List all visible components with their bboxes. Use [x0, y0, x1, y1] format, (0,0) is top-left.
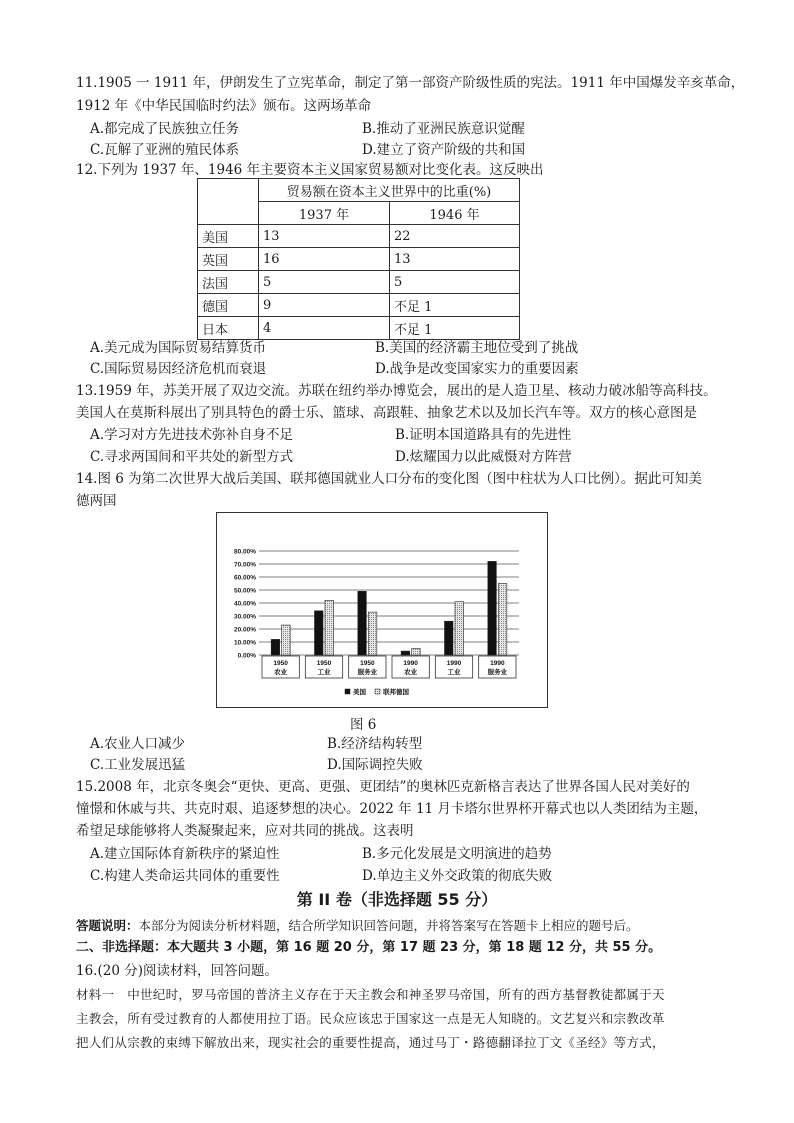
category-year-label: 1950 — [273, 660, 288, 667]
table-cell-1946: 13 — [390, 248, 520, 271]
y-tick-label: 50.00% — [233, 587, 256, 595]
q12-stem: 12.下列为 1937 年、1946 年主要资本主义国家贸易额对比变化表。这反映出 — [76, 162, 544, 178]
q14-option-b: B.经济结构转型 — [327, 736, 423, 752]
q11-option-b: B.推动了亚洲民族意识觉醒 — [362, 121, 525, 137]
bar-us — [271, 639, 280, 655]
q13-option-c: C.寻求两国间和平共处的新型方式 — [90, 449, 294, 465]
q16-stem: 16.(20 分)阅读材料，回答问题。 — [76, 963, 278, 979]
table-row — [198, 248, 520, 271]
q15-stem-line1: 15.2008 年，北京冬奥会“更快、更高、更强、更团结”的奥林匹克新格言表达了世界各国人民对美好的 — [76, 779, 690, 795]
table-cell-1937: 16 — [259, 248, 390, 271]
legend-label: 联邦德国 — [383, 689, 409, 696]
q11-option-d: D.建立了资产阶级的共和国 — [362, 142, 526, 158]
table-cell-country: 德国 — [198, 294, 259, 317]
y-tick-label: 20.00% — [233, 626, 256, 634]
bar-west-germany — [325, 600, 334, 655]
bar-us — [315, 611, 324, 655]
q13-option-a: A.学习对方先进技术弥补自身不足 — [90, 427, 294, 443]
table-corner-cell — [198, 179, 259, 225]
part2-title: 第 II 卷（非选择题 55 分） — [296, 890, 498, 909]
trade-table — [197, 178, 520, 340]
bar-west-germany — [455, 602, 464, 655]
q15-option-b: B.多元化发展是文明演进的趋势 — [362, 846, 552, 862]
y-tick-label: 70.00% — [233, 561, 256, 569]
category-year-label: 1990 — [403, 660, 418, 667]
q14-option-d: D.国际调控失败 — [327, 757, 423, 773]
y-tick-label: 30.00% — [233, 613, 256, 621]
answer-instructions — [76, 915, 639, 937]
employment-chart-frame — [216, 512, 548, 708]
q15-option-a: A.建立国际体育新秩序的紧迫性 — [90, 846, 280, 862]
q14-stem-line1: 14.图 6 为第二次世界大战后美国、联邦德国就业人口分布的变化图（图中柱状为人口比例）。据此可知美 — [76, 471, 702, 487]
table-header-year-1946: 1946 年 — [390, 202, 520, 225]
q14-option-c: C.工业发展迅猛 — [90, 757, 186, 773]
q15-stem-line3: 希望足球能够将人类凝聚起来，应对共同的挑战。这表明 — [76, 823, 414, 839]
figure-caption: 图 6 — [350, 717, 377, 733]
table-cell-1946: 不足 1 — [390, 317, 520, 340]
bar-us — [488, 561, 497, 655]
q12-option-b: B.美国的经济霸主地位受到了挑战 — [375, 340, 579, 356]
material-line3: 把人们从宗教的束缚下解放出来，现实社会的重要性提高，通过马丁・路德翻译拉丁文《圣经》等方式， — [76, 1035, 665, 1050]
answer-instructions-label: 答题说明： — [76, 918, 139, 933]
q13-option-b: B.证明本国道路具有的先进性 — [395, 427, 572, 443]
category-sector-label: 工业 — [317, 669, 331, 676]
bar-west-germany — [498, 584, 507, 656]
category-year-label: 1990 — [490, 660, 505, 667]
q12-option-a: A.美元成为国际贸易结算货币 — [90, 340, 267, 356]
q15-stem-line2: 憧憬和休戚与共、共克时艰、追逐梦想的决心。2022 年 11 月卡塔尔世界杯开幕式也以人类团结为主题， — [76, 801, 708, 817]
q12-option-d: D.战争是改变国家实力的重要因素 — [375, 361, 579, 377]
y-tick-label: 60.00% — [233, 574, 256, 582]
q15-option-d: D.单边主义外交政策的彻底失败 — [362, 868, 553, 884]
category-sector-label: 农业 — [404, 669, 418, 676]
category-year-label: 1990 — [446, 660, 462, 667]
answer-instructions-text: 本部分为阅读分析材料题，结合所学知识回答问题，并将答案写在答题卡上相应的题号后。 — [138, 918, 639, 933]
bar-us — [401, 651, 410, 655]
table-cell-country: 英国 — [198, 248, 259, 271]
material-line1: 材料一 中世纪时，罗马帝国的普济主义存在于天主教会和神圣罗马帝国，所有的西方基督教徒都属于天 — [76, 987, 665, 1002]
legend-swatch — [375, 689, 380, 694]
category-year-label: 1950 — [316, 660, 332, 667]
table-cell-country: 美国 — [198, 225, 259, 248]
legend-swatch — [345, 689, 350, 694]
employment-bar-chart — [217, 513, 547, 707]
table-cell-1946: 5 — [390, 271, 520, 294]
q15-option-c: C.构建人类命运共同体的重要性 — [90, 868, 280, 884]
q14-stem-line2: 德两国 — [76, 493, 117, 509]
bar-west-germany — [282, 625, 291, 655]
y-tick-label: 10.00% — [233, 639, 256, 647]
y-tick-label: 80.00% — [233, 548, 256, 556]
q13-stem-line2: 美国人在莫斯科展出了别具特色的爵士乐、篮球、高跟鞋、抽象艺术以及加长汽车等。双方的核心意图是 — [76, 405, 697, 421]
bar-west-germany — [368, 612, 377, 655]
category-year-label: 1950 — [360, 660, 375, 667]
q11-option-a: A.都完成了民族独立任务 — [90, 121, 240, 137]
table-cell-country: 日本 — [198, 317, 259, 340]
table-cell-1937: 4 — [259, 317, 390, 340]
category-sector-label: 农业 — [274, 669, 288, 676]
q13-stem-line1: 13.1959 年，苏美开展了双边交流。苏联在纽约举办博览会，展出的是人造卫星、核动力破冰船等高科技。 — [76, 383, 717, 399]
bar-us — [358, 591, 367, 655]
q12-option-c: C.国际贸易因经济危机而衰退 — [90, 361, 267, 377]
category-sector-label: 工业 — [447, 669, 461, 676]
table-cell-1937: 9 — [259, 294, 390, 317]
table-cell-country: 法国 — [198, 271, 259, 294]
bar-us — [445, 621, 454, 655]
table-cell-1946: 22 — [390, 225, 520, 248]
bar-west-germany — [412, 649, 421, 656]
part2-heading: 二、非选择题：本大题共 3 小题，第 16 题 20 分，第 17 题 23 分，第 18 题 12 分，共 55 分。 — [76, 940, 662, 955]
table-header-main: 贸易额在资本主义世界中的比重(%) — [259, 179, 520, 202]
table-row — [198, 271, 520, 294]
category-sector-label: 服务业 — [487, 669, 508, 676]
y-tick-label: 0.00% — [237, 652, 256, 660]
y-tick-label: 40.00% — [233, 600, 256, 608]
q11-stem-line2: 1912 年《中华民国临时约法》颁布。这两场革命 — [76, 98, 372, 114]
q13-option-d: D.炫耀国力以此威慑对方阵营 — [395, 449, 572, 465]
table-cell-1937: 13 — [259, 225, 390, 248]
q14-option-a: A.农业人口减少 — [90, 736, 186, 752]
legend-label: 美国 — [353, 689, 366, 696]
q11-stem-line1: 11.1905 一 1911 年，伊朗发生了立宪革命，制定了第一部资产阶级性质的宪法。1911 年中国爆发辛亥革命， — [76, 75, 745, 91]
q11-option-c: C.瓦解了亚洲的殖民体系 — [90, 142, 240, 158]
table-header-year-1937: 1937 年 — [259, 202, 390, 225]
table-row — [198, 294, 520, 317]
table-row — [198, 225, 520, 248]
table-cell-1946: 不足 1 — [390, 294, 520, 317]
material-line2: 主教会，所有受过教育的人都使用拉丁语。民众应该忠于国家这一点是无人知晓的。文艺复兴和宗教改革 — [76, 1011, 665, 1026]
category-sector-label: 服务业 — [357, 669, 378, 676]
table-cell-1937: 5 — [259, 271, 390, 294]
